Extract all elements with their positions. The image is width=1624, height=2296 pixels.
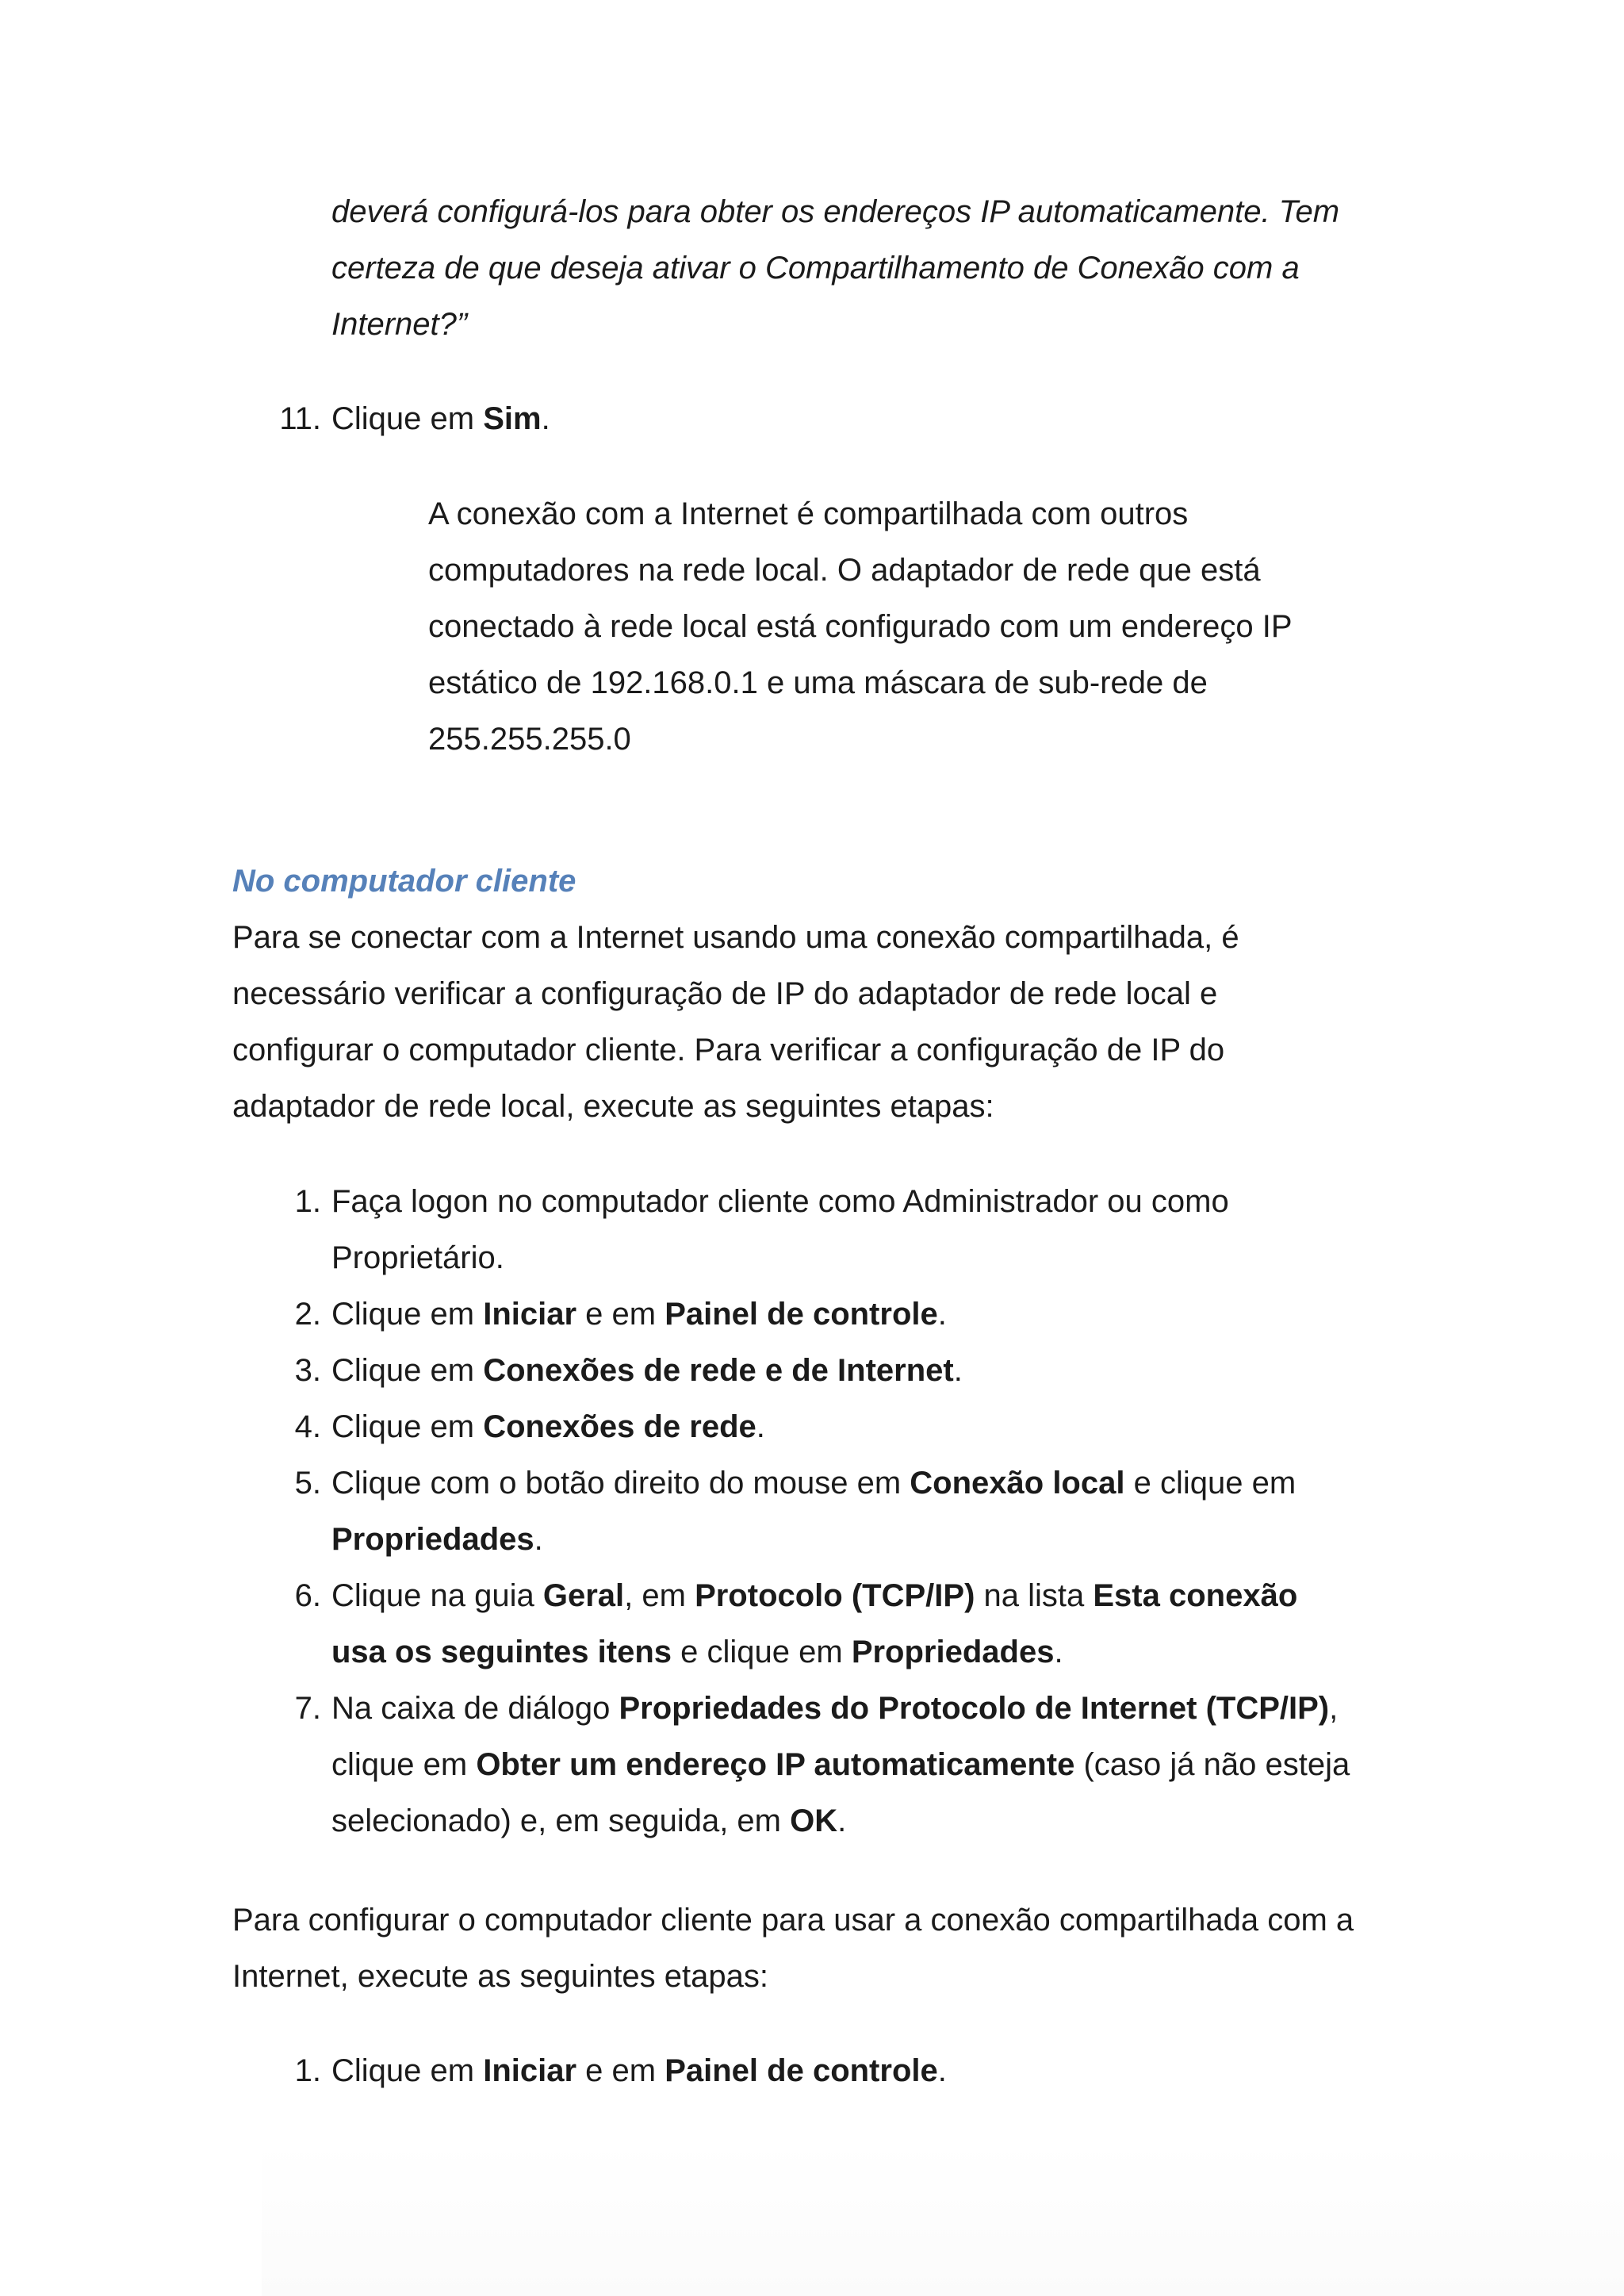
bold-term: Iniciar [483,1297,577,1332]
text-run: Clique na guia [331,1578,543,1613]
bold-term: Propriedades [851,1635,1055,1669]
step-number: 7. [294,1691,321,1726]
bold-term: Protocolo (TCP/IP) [695,1578,975,1613]
text-run: , em [624,1578,695,1613]
text-run: Clique em [331,1353,484,1388]
step-line [331,1512,543,1568]
step-line [331,1286,947,1343]
bold-term: Esta conexão [1093,1578,1298,1613]
client-intro-line-1: Para configurar o computador cliente para usar a conexão compartilhada com a [232,1903,1354,1938]
text-run: e clique em [672,1635,852,1669]
intro-line-1: Para se conectar com a Internet usando uma conexão compartilhada, é [232,920,1239,955]
bold-term: Painel de controle [665,1297,938,1332]
text-run: . [756,1409,765,1444]
step-line [331,1568,1297,1624]
result-line-1: A conexão com a Internet é compartilhada com outros [428,496,1189,531]
bold-term: Propriedades [331,1522,534,1557]
step-number: 6. [294,1578,321,1613]
text-run: e em [576,1297,665,1332]
client-intro-line-2: Internet, execute as seguintes etapas: [232,1959,768,1994]
text-run: Clique em [331,1297,484,1332]
step-11-bold: Sim [483,401,542,436]
text-run: Clique em [331,1409,484,1444]
bold-term: usa os seguintes itens [331,1635,672,1669]
step-line [331,1624,1063,1681]
bold-term: Conexões de rede e de Internet [483,1353,954,1388]
text-run: Clique em [331,2053,484,2088]
intro-line-3: configurar o computador cliente. Para verificar a configuração de IP do [232,1033,1225,1068]
step-number: 2. [294,1297,321,1332]
text-run: . [937,2053,947,2088]
bold-term: Conexão local [910,1466,1125,1501]
text-run: Clique com o botão direito do mouse em [331,1466,910,1501]
step-line [331,1455,1296,1512]
text-run: . [534,1522,543,1557]
bold-term: Painel de controle [665,2053,938,2088]
step-11-number: 11. [279,401,321,436]
result-line-4: estático de 192.168.0.1 e uma máscara de sub-rede de [428,665,1208,700]
intro-line-2: necessário verificar a configuração de IP do adaptador de rede local e [232,976,1218,1011]
text-run: na lista [975,1578,1094,1613]
text-run: e em [576,2053,665,2088]
text-run: . [937,1297,947,1332]
step-number: 1. [294,1184,321,1219]
quote-line-1: deverá configurá-los para obter os endereços IP automaticamente. Tem [331,194,1340,229]
bold-term: OK [790,1803,838,1838]
step-11-text [331,391,550,447]
intro-line-4: adaptador de rede local, execute as seguintes etapas: [232,1089,994,1124]
client-step-line [331,2043,947,2099]
text-run: Proprietário. [331,1240,504,1275]
step-number: 4. [294,1409,321,1444]
section-heading: No computador cliente [232,864,576,899]
text-run: , [1329,1691,1339,1726]
result-line-3: conectado à rede local está configurado com um endereço IP [428,609,1293,644]
step-line [331,1681,1338,1737]
result-line-5: 255.255.255.0 [428,722,631,757]
result-line-2: computadores na rede local. O adaptador de rede que está [428,553,1261,588]
text-run: e clique em [1124,1466,1297,1501]
step-line [331,1174,1229,1230]
bold-term: Obter um endereço IP automaticamente [476,1747,1075,1782]
text-run: (caso já não esteja [1074,1747,1350,1782]
quote-line-2: certeza de que deseja ativar o Compartilhamento de Conexão com a [331,251,1300,286]
step-line [331,1399,765,1455]
bold-term: Conexões de rede [483,1409,756,1444]
text-run: Faça logon no computador cliente como Administrador ou como [331,1184,1229,1219]
text-run: . [837,1803,847,1838]
step-11-prefix: Clique em [331,401,484,436]
quote-line-3: Internet?” [331,307,468,342]
text-run: . [953,1353,963,1388]
step-line [331,1230,504,1286]
step-line [331,1343,963,1399]
bold-term: Geral [542,1578,625,1613]
text-run: clique em [331,1747,477,1782]
step-11-end: . [541,401,550,436]
step-line [331,1737,1350,1793]
text-run: . [1054,1635,1063,1669]
step-number: 3. [294,1353,321,1388]
bold-term: Iniciar [483,2053,577,2088]
text-run: selecionado) e, em seguida, em [331,1803,791,1838]
step-number: 5. [294,1466,321,1501]
page-shadow [262,2141,1624,2296]
text-run: Na caixa de diálogo [331,1691,619,1726]
client-step-number: 1. [294,2053,321,2088]
step-line [331,1793,846,1849]
bold-term: Propriedades do Protocolo de Internet (TCP/IP) [619,1691,1330,1726]
